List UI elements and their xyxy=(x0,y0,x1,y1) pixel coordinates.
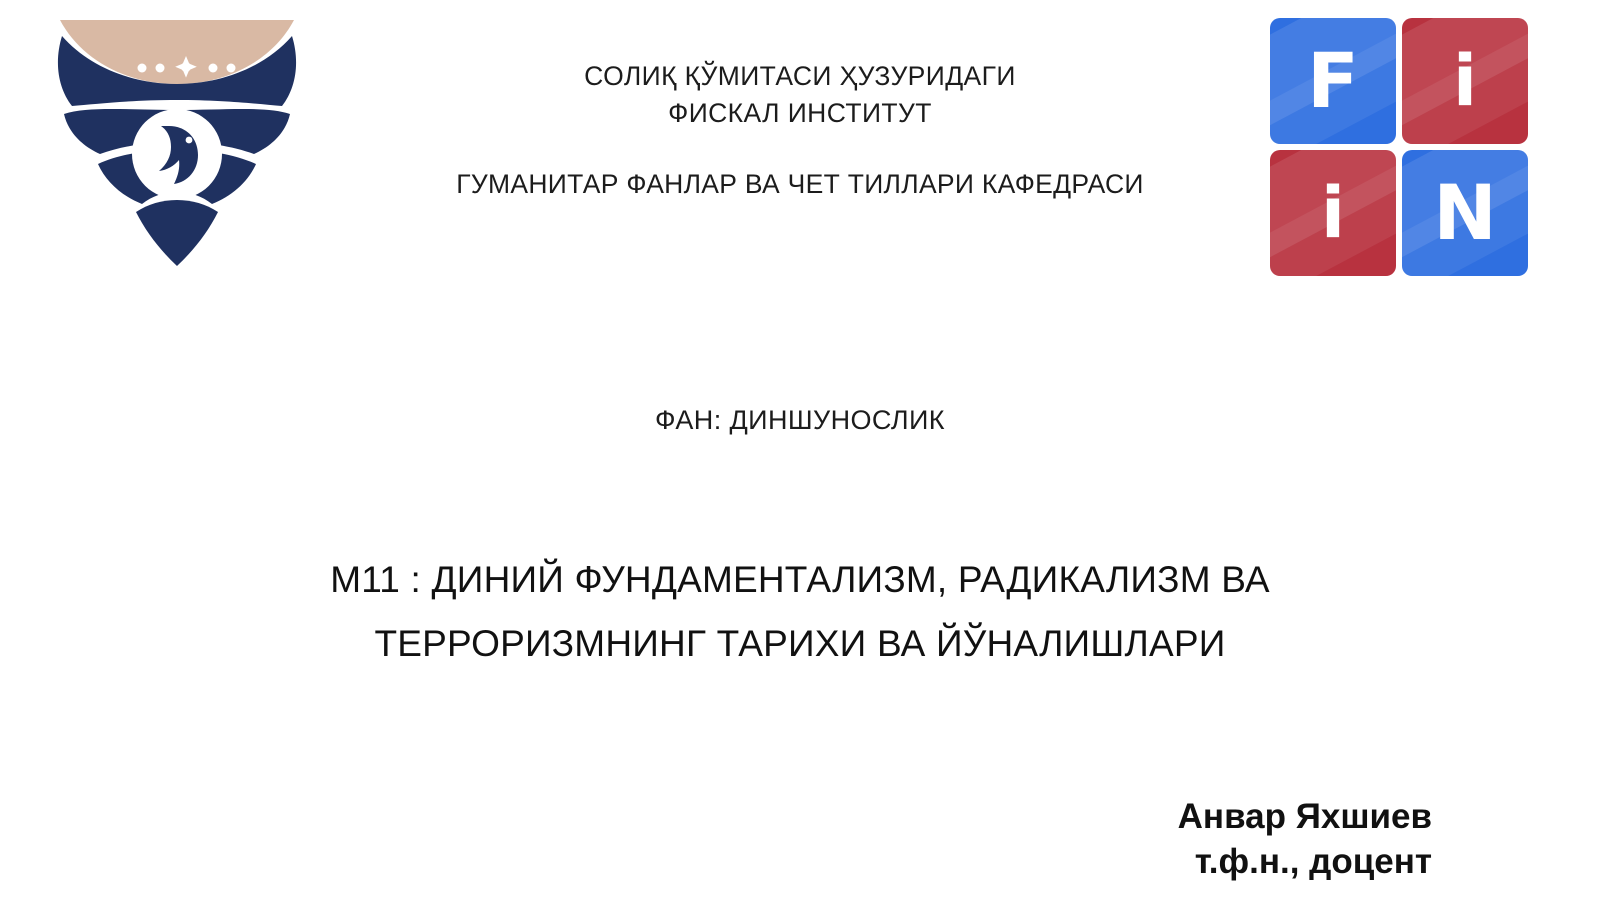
fini-tile-f xyxy=(1270,18,1396,144)
institution-line-1: СОЛИҚ ҚЎМИТАСИ ҲУЗУРИДАГИ xyxy=(584,61,1016,91)
fiscal-institute-emblem xyxy=(38,14,316,276)
fini-letter: N xyxy=(1433,168,1497,257)
slide-title-line-2: ТЕРРОРИЗМНИНГ ТАРИХИ ВА ЙЎНАЛИШЛАРИ xyxy=(374,622,1226,664)
fini-tile-i-bottom xyxy=(1270,150,1396,276)
fini-logo xyxy=(1270,18,1528,276)
slide-title xyxy=(180,548,1420,675)
author-name: Анвар Яхшиев xyxy=(1177,797,1432,837)
institution-line-2: ФИСКАЛ ИНСТИТУТ xyxy=(668,97,932,128)
author-block xyxy=(1178,795,1432,885)
fini-tile-i-top xyxy=(1402,18,1528,144)
fini-tile-n xyxy=(1402,150,1528,276)
slide-title-line-1: M11 : ДИНИЙ ФУНДАМЕНТАЛИЗМ, РАДИКАЛИЗМ ВА xyxy=(330,559,1270,600)
institution-header xyxy=(330,58,1270,200)
fini-letter: i xyxy=(1453,40,1477,122)
author-role: т.ф.н., доцент xyxy=(1194,842,1432,882)
fini-letter: F xyxy=(1307,36,1359,125)
subject-line: ФАН: ДИНШУНОСЛИК xyxy=(655,405,945,435)
fini-letter: i xyxy=(1321,172,1345,254)
department-line: ГУМАНИТАР ФАНЛАР ВА ЧЕТ ТИЛЛАРИ КАФЕДРАСИ xyxy=(456,169,1144,200)
